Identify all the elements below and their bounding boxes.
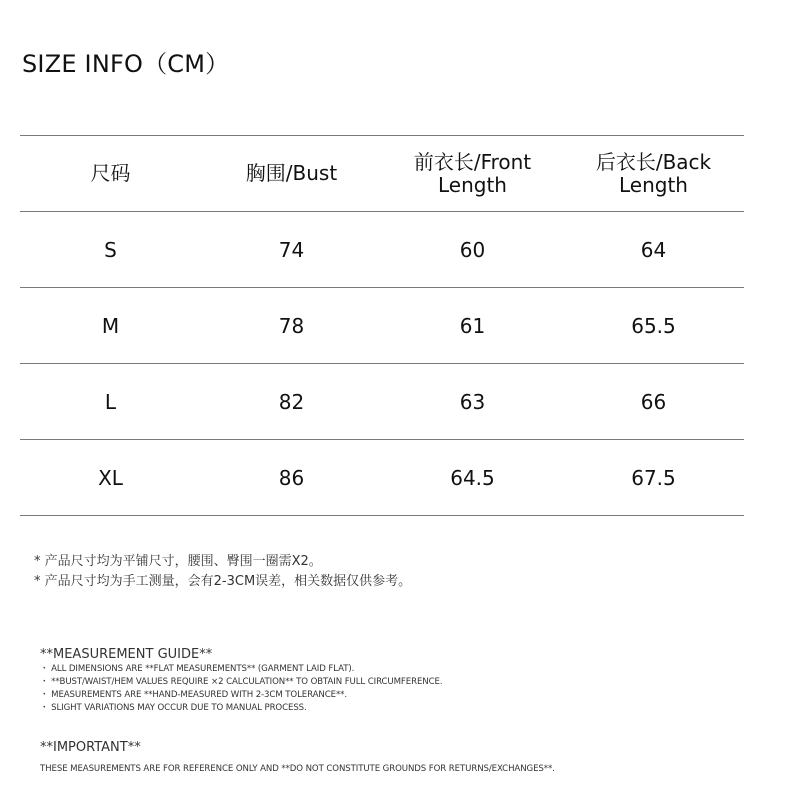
cell-front-length: 63 bbox=[382, 364, 563, 440]
table-header-row bbox=[20, 136, 744, 212]
important-title: **IMPORTANT** bbox=[40, 740, 141, 755]
table-row bbox=[20, 212, 744, 288]
guide-item: ・ **BUST/WAIST/HEM VALUES REQUIRE ×2 CALCULATION** TO OBTAIN FULL CIRCUMFERENCE. bbox=[40, 677, 443, 687]
cell-front-length: 64.5 bbox=[382, 440, 563, 516]
size-table bbox=[20, 135, 744, 516]
important-section bbox=[40, 740, 555, 775]
cell-back-length: 64 bbox=[563, 212, 744, 288]
table-row bbox=[20, 440, 744, 516]
notes-cn bbox=[34, 552, 411, 592]
cell-size: S bbox=[20, 212, 201, 288]
header-bust: 胸围/Bust bbox=[201, 136, 382, 212]
guide-title: **MEASUREMENT GUIDE** bbox=[40, 647, 213, 662]
page-title: SIZE INFO（CM） bbox=[22, 50, 230, 78]
header-front-length: 前衣长/Front Length bbox=[382, 136, 563, 212]
cell-front-length: 60 bbox=[382, 212, 563, 288]
cell-size: L bbox=[20, 364, 201, 440]
cell-bust: 74 bbox=[201, 212, 382, 288]
note-cn-item: * 产品尺寸均为手工测量，会有2-3CM误差，相关数据仅供参考。 bbox=[34, 574, 412, 589]
cell-size: XL bbox=[20, 440, 201, 516]
cell-bust: 78 bbox=[201, 288, 382, 364]
cell-size: M bbox=[20, 288, 201, 364]
cell-bust: 82 bbox=[201, 364, 382, 440]
note-cn-item: * 产品尺寸均为平铺尺寸，腰围、臀围一圈需X2。 bbox=[34, 554, 322, 569]
table-row bbox=[20, 364, 744, 440]
cell-back-length: 66 bbox=[563, 364, 744, 440]
table-row bbox=[20, 288, 744, 364]
measurement-guide bbox=[40, 647, 443, 715]
header-back-length: 后衣长/Back Length bbox=[563, 136, 744, 212]
cell-bust: 86 bbox=[201, 440, 382, 516]
guide-item: ・ ALL DIMENSIONS ARE **FLAT MEASUREMENTS** (GARMENT LAID FLAT). bbox=[40, 664, 355, 674]
cell-back-length: 65.5 bbox=[563, 288, 744, 364]
guide-item: ・ MEASUREMENTS ARE **HAND-MEASURED WITH 2-3CM TOLERANCE**. bbox=[40, 690, 347, 700]
important-text: THESE MEASUREMENTS ARE FOR REFERENCE ONLY AND **DO NOT CONSTITUTE GROUNDS FOR RETURNS/EXCHANGES**. bbox=[40, 764, 555, 774]
guide-item: ・ SLIGHT VARIATIONS MAY OCCUR DUE TO MANUAL PROCESS. bbox=[40, 703, 307, 713]
header-size: 尺码 bbox=[20, 136, 201, 212]
cell-front-length: 61 bbox=[382, 288, 563, 364]
cell-back-length: 67.5 bbox=[563, 440, 744, 516]
